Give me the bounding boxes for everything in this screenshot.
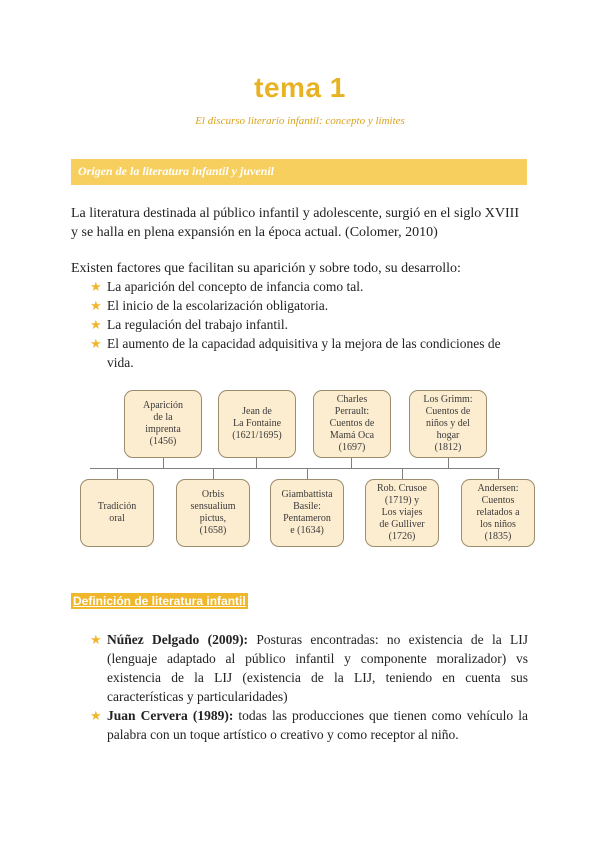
list-item: ★ La regulación del trabajo infantil. — [90, 317, 289, 332]
diagram-box: Charles Perrault: Cuentos de Mamá Oca (1697) — [313, 390, 391, 458]
connector-line — [448, 458, 449, 469]
list-item — [90, 706, 528, 744]
definition-text: Posturas encontradas: no existencia de la LIJ (lenguaje adaptado al público infantil y componente moralizador) vs existencia de la LIJ (existencia de la LIJ, teniendo en cuenta sus características y particularidades) — [107, 632, 528, 704]
intro-paragraph: La literatura destinada al público infantil y adolescente, surgió en el siglo XVIII y se halla en plena expansión en la época actual. (Colomer, 2010) — [71, 206, 519, 240]
connector-line — [498, 468, 499, 479]
star-icon: ★ — [90, 317, 102, 332]
connector-line — [402, 468, 403, 479]
page-subtitle: El discurso literario infantil: concepto y límites — [195, 115, 405, 127]
connector-line — [307, 468, 308, 479]
definition-heading: Definición de literatura infantil — [73, 594, 246, 608]
connector-line — [90, 468, 500, 469]
list-item — [90, 630, 528, 706]
definitions-list — [90, 630, 528, 744]
connector-line — [256, 458, 257, 469]
star-icon: ★ — [90, 336, 102, 351]
diagram-box: Aparición de la imprenta (1456) — [124, 390, 202, 458]
star-icon: ★ — [90, 632, 102, 647]
connector-line — [351, 458, 352, 469]
diagram-box: Los Grimm: Cuentos de niños y del hogar (1812) — [409, 390, 487, 458]
author-name: Juan Cervera (1989): — [107, 708, 234, 723]
section-heading: Origen de la literatura infantil y juvenil — [78, 164, 275, 178]
diagram-box: Jean de La Fontaine (1621/1695) — [218, 390, 296, 458]
star-icon: ★ — [90, 298, 102, 313]
connector-line — [163, 458, 164, 469]
factors-intro: Existen factores que facilitan su aparición y sobre todo, su desarrollo: — [71, 261, 461, 276]
factors-list — [90, 277, 528, 372]
diagram-box: Giambattista Basile: Pentameron e (1634) — [270, 479, 344, 547]
list-item: ★ La aparición del concepto de infancia como tal. — [90, 279, 364, 294]
star-icon: ★ — [90, 279, 102, 294]
list-item: ★ El aumento de la capacidad adquisitiva y la mejora de las condiciones de vida. — [90, 336, 501, 370]
diagram-box: Andersen: Cuentos relatados a los niños (1835) — [461, 479, 535, 547]
list-item: ★ El inicio de la escolarización obligatoria. — [90, 298, 329, 313]
star-icon: ★ — [90, 708, 102, 723]
connector-line — [117, 468, 118, 479]
section-banner — [71, 159, 527, 185]
page-title: tema 1 — [254, 72, 346, 103]
author-name: Núñez Delgado (2009): — [107, 632, 249, 647]
diagram-box: Tradición oral — [80, 479, 154, 547]
diagram-box: Rob. Crusoe (1719) y Los viajes de Gulliver (1726) — [365, 479, 439, 547]
diagram-box: Orbis sensualium pictus, (1658) — [176, 479, 250, 547]
definition-text: todas las producciones que tienen como vehículo la palabra con un toque artístico o creativo y como receptor al niño. — [107, 708, 528, 742]
connector-line — [213, 468, 214, 479]
